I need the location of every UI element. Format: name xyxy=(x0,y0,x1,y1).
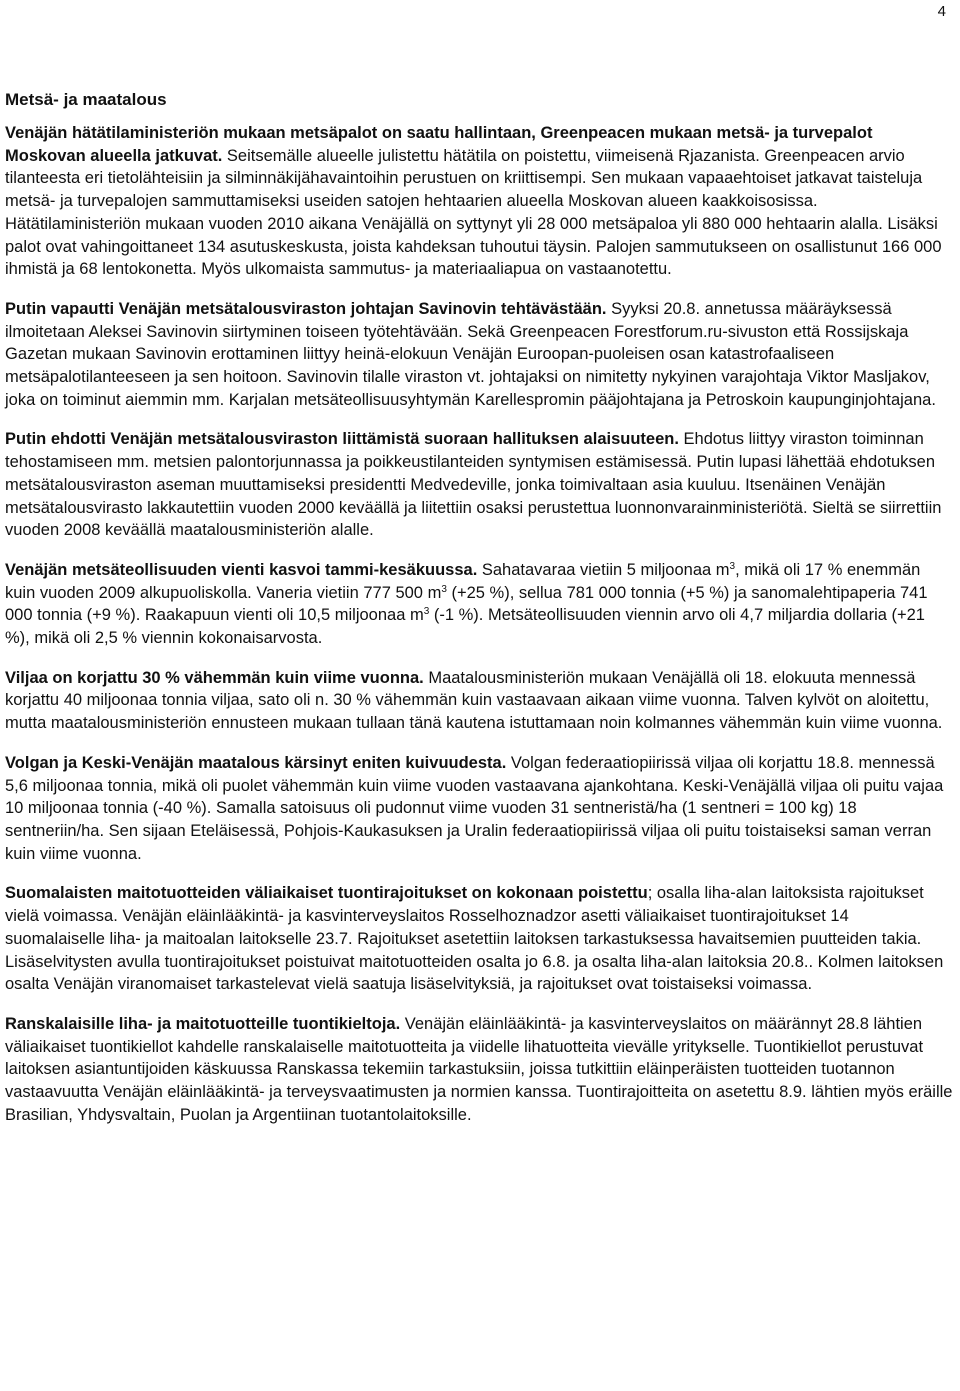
paragraph-body-part: Sahatavaraa vietiin 5 miljoonaa m xyxy=(477,560,730,579)
paragraph-lead: Suomalaisten maitotuotteiden väliaikaiset tuontirajoitukset on kokonaan poistettu xyxy=(5,884,648,903)
paragraph-body: Volgan federaatiopiirissä viljaa oli korjattu 18.8. mennessä 5,6 miljoonaa tonnia, mikä oli puolet vähemmän kuin viime vuoden vastaavana ajankohtana. Keski-Venäjällä viljaa oli puitu vajaa 10 miljoonaa tonnia (-40 %). Samalla satoisuus oli pudonnut viime vuoden 31 sentneristä/ha (1 sentneri = 100 kg) 18 sentneriin/ha. Sen sijaan Eteläisessä, Pohjois-Kaukasuksen ja Uralin federaatiopiirissä viljaa oli puitu toistaiseksi saman verran kuin viime vuonna. xyxy=(5,753,944,863)
paragraph-lead: Volgan ja Keski-Venäjän maatalous kärsinyt eniten kuivuudesta. xyxy=(5,753,507,772)
paragraph-body: Ehdotus liittyy viraston toiminnan tehostamiseen mm. metsien palontorjunnassa ja poikkeustilanteiden syntymisen estämisessä. Putin lupasi lähettää ehdotuksen metsätalousviraston aseman muuttamiseksi presidentti Medvedeville, jonka toimivaltaan asia kuuluu. Itsenäinen Venäjän metsätalousvirasto lakkautettiin vuoden 2000 keväällä ja liitettiin osaksi perustettua luonnonvarainministeriötä. Sieltä se siirrettiin vuoden 2008 keväällä maatalousministeriön alalle. xyxy=(5,430,942,540)
paragraph-lead: Viljaa on korjattu 30 % vähemmän kuin viime vuonna. xyxy=(5,668,424,687)
paragraph-body: Seitsemälle alueelle julistettu hätätila on poistettu, viimeisenä Rjazanista. Greenpeacen arvio tilanteesta eri tietolähteisiin ja silminnäkijähavaintoihin perustuen on kriittisempi. Sen mukaan vapaaehtoiset jatkavat taisteluja metsä- ja turvepalojen sammuttamiseksi useiden satojen hehtaarien alueella Moskovan alueen kaakkoisosissa. Hätätilaministeriön mukaan vuoden 2010 aikana Venäjällä on syttynyt yli 28 000 metsäpaloa yli 880 000 hehtaarin alalla. Lisäksi palot ovat vahingoittaneet 134 asutuskeskusta, joista kahdeksan tuhoutui täysin. Palojen sammutukseen on osallistunut 166 000 ihmistä ja 68 lentokonetta. Myös ulkomaista sammutus- ja materiaaliapua on vastaanotettu. xyxy=(5,146,942,279)
paragraph-maitotuotteet xyxy=(5,882,953,996)
superscript: 3 xyxy=(729,560,736,572)
paragraph-body: Syyksi 20.8. annetussa määräyksessä ilmoitetaan Aleksei Savinovin siirtyminen toiseen työtehtävään. Sekä Greenpeacen Forestforum.ru-sivuston että Rossijskaja Gazetan mukaan Savinovin erottaminen liittyy heinä-elokuun Venäjän Euroopan-puoleisen osan katastrofaaliseen metsäpalotilanteeseen ja sen hoitoon. Savinovin tilalle viraston vt. johtajaksi on nimitetty nykyinen varajohtaja Viktor Masljakov, joka on toiminut aiemmin mm. Karjalan metsäteollisuusyhtymän Karellespromin pääjohtajana ja Petroskoin kaupunginjohtajana. xyxy=(5,299,936,409)
paragraph-metsapalot xyxy=(5,122,953,281)
paragraph-body: ; osalla liha-alan laitoksista rajoitukset vielä voimassa. Venäjän eläinlääkintä- ja kasvinterveyslaitos Rosselhoznadzor asetti väliaikaiset tuontirajoitukset 14 suomalaiselle liha- ja maitoalan laitokselle 23.7. Rajoitukset asetettiin laitoksen tarkastuksessa havaitsemien puutteiden takia. Lisäselvitysten avulla tuontirajoitukset poistuivat maitotuotteiden osalta jo 6.8. ja osalta liha-alan laitoksia 20.8.. Kolmen laitoksen osalta Venäjän viranomaiset tarkastelevat vielä saatuja lisäselvityksiä, ja rajoitukset ovat toistaiseksi voimassa. xyxy=(5,884,944,994)
paragraph-vilja xyxy=(5,667,953,735)
section-title: Metsä- ja maatalous xyxy=(5,90,167,109)
paragraph-body-part: (-1 %). Metsäteollisuuden viennin arvo oli 4,7 miljardia dollaria (+21 %), mikä oli 2,5 % viennin kokonaisarvosta. xyxy=(5,606,925,648)
paragraph-ranska xyxy=(5,1013,953,1127)
page-number: 4 xyxy=(937,3,946,20)
superscript: 3 xyxy=(441,583,447,595)
paragraph-body: Maatalousministeriön mukaan Venäjällä oli 18. elokuuta mennessä korjattu 40 miljoonaa tonnia viljaa, sato oli n. 30 % vähemmän kuin vastaavaan aikaan viime vuonna. Talven kylvöt on aloitettu, mutta maatalousministeriön ennusteen mukaan tullaan tänä kautena istuttamaan noin kolmannes vähemmän kuin viime vuonna. xyxy=(5,668,943,733)
paragraph-body-part: (+25 %), sellua 781 000 tonnia (+5 %) ja sanomalehtipaperia 741 000 tonnia (+9 %). Raakapuun vienti oli 10,5 miljoonaa m xyxy=(5,583,928,625)
paragraph-metsatalousvirasto xyxy=(5,428,953,542)
paragraph-kuivuus xyxy=(5,752,953,866)
paragraph-lead: Putin vapautti Venäjän metsätalousviraston johtajan Savinovin tehtävästään. xyxy=(5,299,607,318)
paragraph-lead: Putin ehdotti Venäjän metsätalousviraston liittämistä suoraan hallituksen alaisuuteen. xyxy=(5,430,679,449)
document-body xyxy=(5,88,953,1143)
paragraph-lead: Ranskalaisille liha- ja maitotuotteille tuontikieltoja. xyxy=(5,1014,401,1033)
paragraph-lead: Venäjän hätätilaministeriön mukaan metsäpalot on saatu hallintaan, Greenpeacen mukaan metsä- ja turvepalot Moskovan alueella jatkuvat. xyxy=(5,124,873,165)
paragraph-vienti xyxy=(5,559,953,650)
paragraph-savinov xyxy=(5,298,953,412)
paragraph-body: Venäjän eläinlääkintä- ja kasvinterveyslaitos on määrännyt 28.8 lähtien väliaikaiset tuontikiellot kahdelle ranskalaiselle maitotuotteita ja viidelle lihatuotteita vievälle yritykselle. Tuontikiellot perustuvat laitoksen asiantuntijoiden käskuussa Ranskassa tekemiin tarkastuksiin, joissa tutkittiin eläinperäisten tuotteiden tuotannon vastaavuutta Venäjän eläinlääkintä- ja terveysvaatimusten ja normien kanssa. Tuontirajoitteita on asetettu 8.9. lähtien myös eräille Brasilian, Yhdysvaltain, Puolan ja Argentiinan tuotantolaitoksille. xyxy=(5,1014,953,1124)
paragraph-lead: Venäjän metsäteollisuuden vienti kasvoi tammi-kesäkuussa. xyxy=(5,560,478,579)
superscript: 3 xyxy=(423,606,430,618)
paragraph-body-part: , mikä oli 17 % enemmän kuin vuoden 2009 alkupuoliskolla. Vaneria vietiin 777 500 m xyxy=(5,560,921,602)
